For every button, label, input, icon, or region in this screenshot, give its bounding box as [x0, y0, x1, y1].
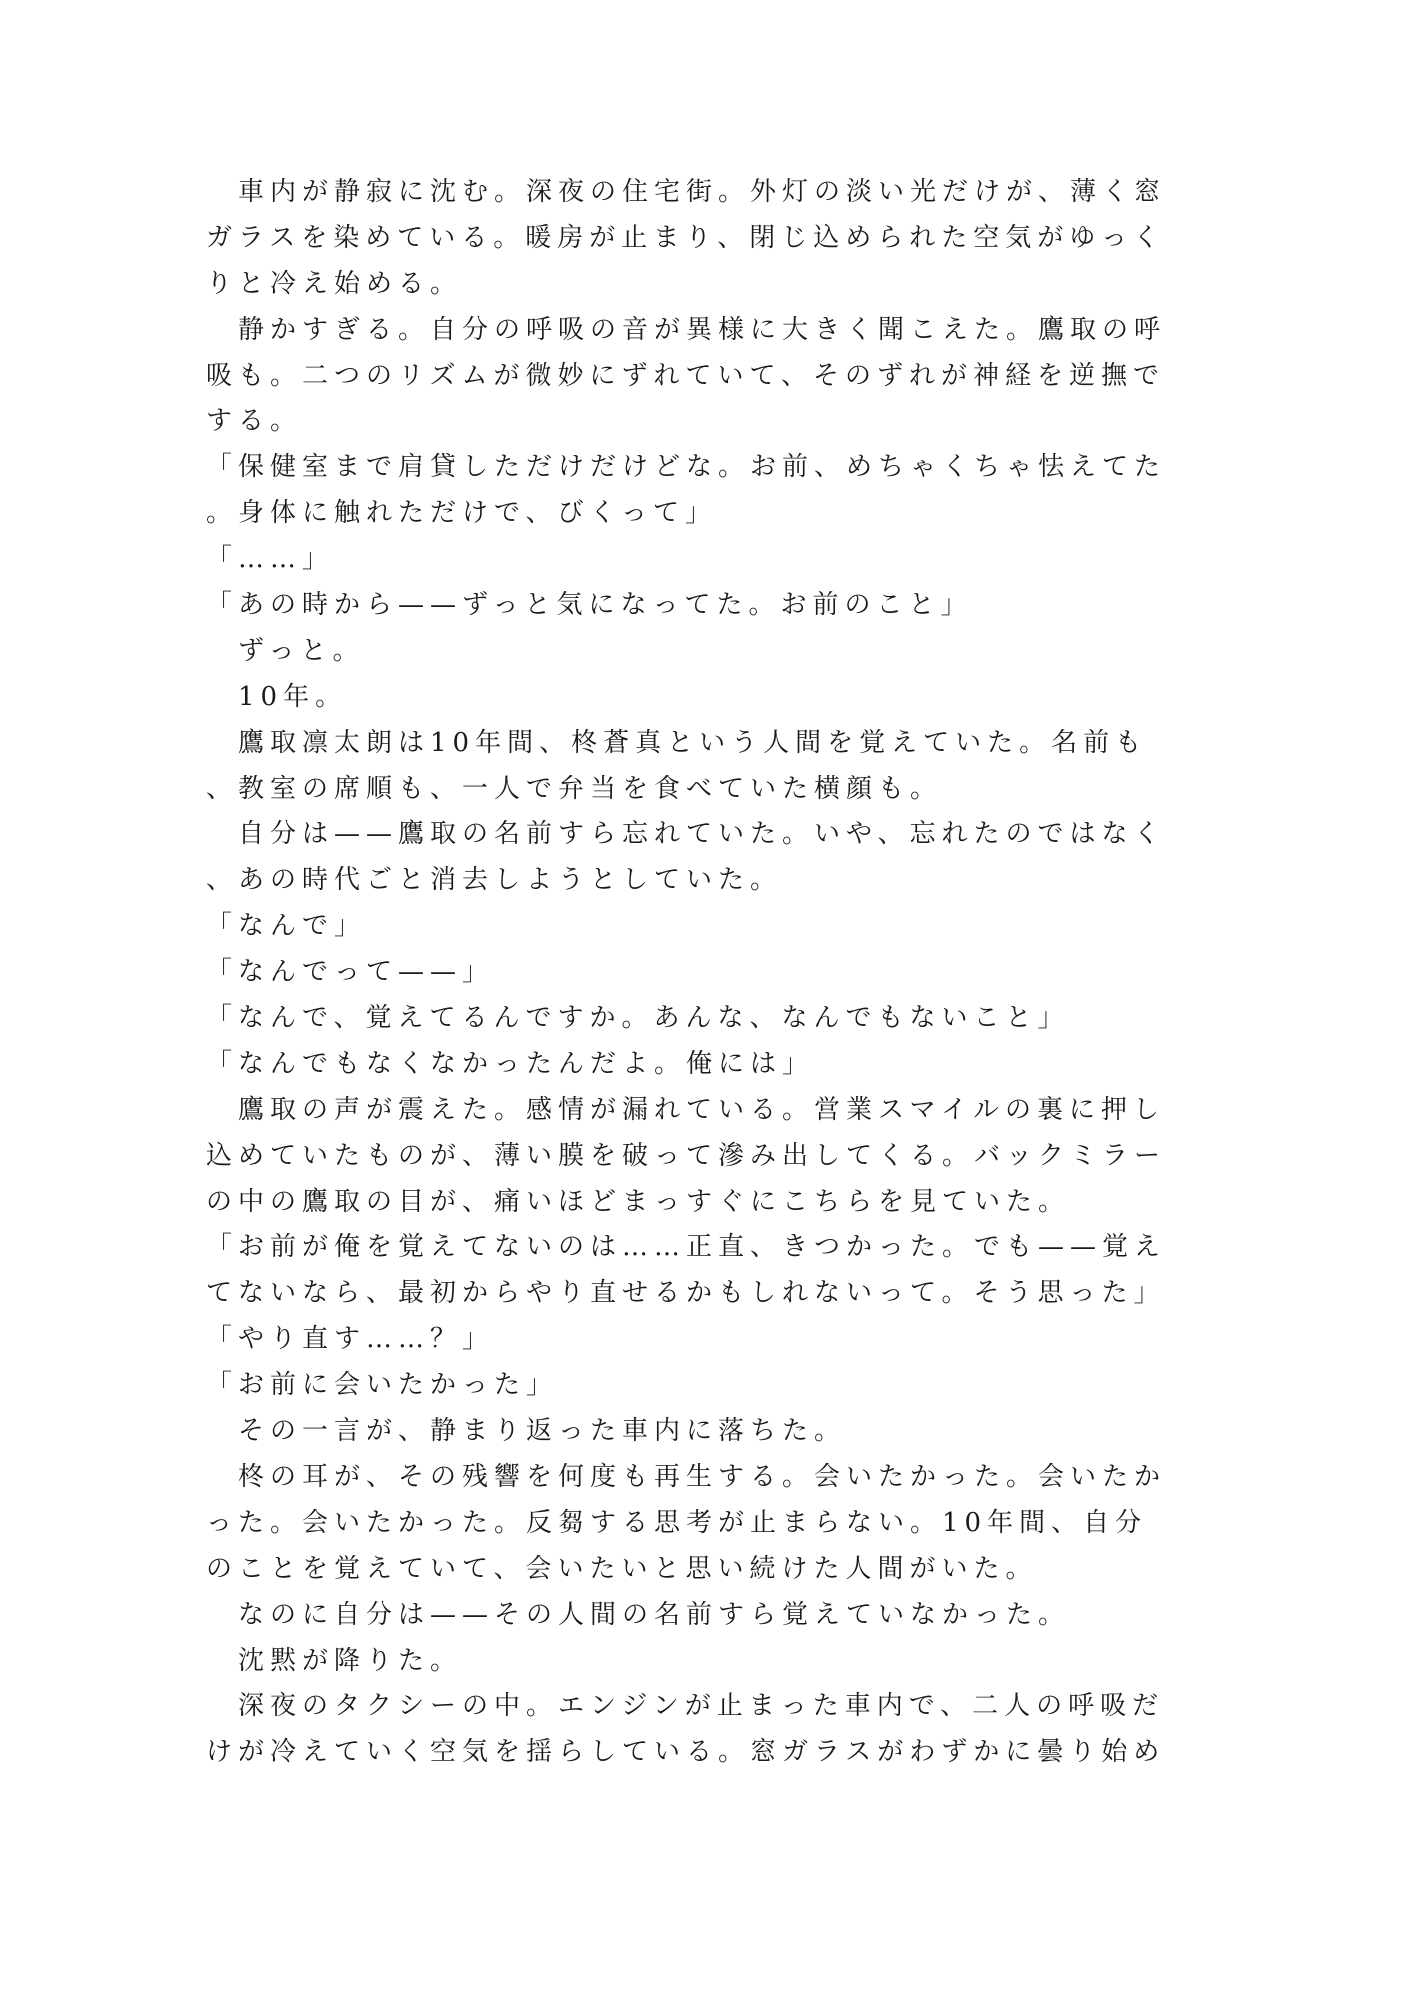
text-line: 「なんでもなくなかったんだよ。俺には」: [206, 1048, 815, 1079]
text-line: その一言が、静まり返った車内に落ちた。: [206, 1416, 847, 1447]
text-line: 「……」: [206, 544, 335, 575]
text-line: った。会いたかった。反芻する思考が止まらない。10年間、自分: [206, 1507, 1148, 1538]
text-line: 深夜のタクシーの中。エンジンが止まった車内で、二人の呼吸だ: [206, 1691, 1165, 1722]
text-line: 鷹取凛太朗は10年間、柊蒼真という人間を覚えていた。名前も: [206, 727, 1148, 758]
text-line: ずっと。: [206, 635, 365, 666]
text-line: 、教室の席順も、一人で弁当を食べていた横顔も。: [206, 773, 943, 804]
text-line: 「なんでって——」: [206, 957, 495, 988]
text-line: けが冷えていく空気を揺らしている。窓ガラスがわずかに曇り始め: [206, 1737, 1166, 1768]
document-body: [206, 170, 1186, 1776]
text-line: 10年。: [206, 681, 348, 712]
text-line: 静かすぎる。自分の呼吸の音が異様に大きく聞こえた。鷹取の呼: [206, 314, 1167, 345]
text-line: 自分は——鷹取の名前すら忘れていた。いや、忘れたのではなく: [206, 819, 1166, 850]
text-line: 込めていたものが、薄い膜を破って滲み出してくる。バックミラー: [206, 1140, 1167, 1171]
text-line: 吸も。二つのリズムが微妙にずれていて、そのずれが神経を逆撫で: [206, 360, 1165, 391]
text-line: 、あの時代ごと消去しようとしていた。: [206, 865, 783, 896]
text-line: 沈黙が降りた。: [206, 1645, 463, 1676]
text-line: 「なんで、覚えてるんですか。あんな、なんでもないこと」: [206, 1003, 1070, 1034]
text-line: 「保健室まで肩貸しただけだけどな。お前、めちゃくちゃ怯えてた: [206, 452, 1167, 483]
text-line: 柊の耳が、その残響を何度も再生する。会いたかった。会いたか: [206, 1461, 1167, 1492]
text-line: 鷹取の声が震えた。感情が漏れている。営業スマイルの裏に押し: [206, 1094, 1165, 1125]
text-line: する。: [206, 406, 303, 437]
text-line: ガラスを染めている。暖房が止まり、閉じ込められた空気がゆっく: [206, 222, 1165, 253]
text-line: の中の鷹取の目が、痛いほどまっすぐにこちらを見ていた。: [206, 1186, 1071, 1217]
text-line: 。身体に触れただけで、びくって」: [206, 498, 717, 529]
text-line: なのに自分は——その人間の名前すら覚えていなかった。: [206, 1599, 1071, 1630]
text-line: 「なんで」: [206, 911, 367, 942]
text-line: 「お前が俺を覚えてないのは……正直、きつかった。でも——覚え: [206, 1232, 1167, 1263]
text-line: のことを覚えていて、会いたいと思い続けた人間がいた。: [206, 1553, 1038, 1584]
text-line: 車内が静寂に沈む。深夜の住宅街。外灯の淡い光だけが、薄く窓: [206, 177, 1167, 207]
text-line: 「お前に会いたかった」: [206, 1370, 559, 1401]
text-line: てないなら、最初からやり直せるかもしれないって。そう思った」: [206, 1278, 1166, 1309]
text-line: 「あの時から——ずっと気になってた。お前のこと」: [206, 590, 973, 621]
text-line: 「やり直す……？」: [206, 1324, 495, 1355]
text-line: りと冷え始める。: [206, 268, 463, 299]
